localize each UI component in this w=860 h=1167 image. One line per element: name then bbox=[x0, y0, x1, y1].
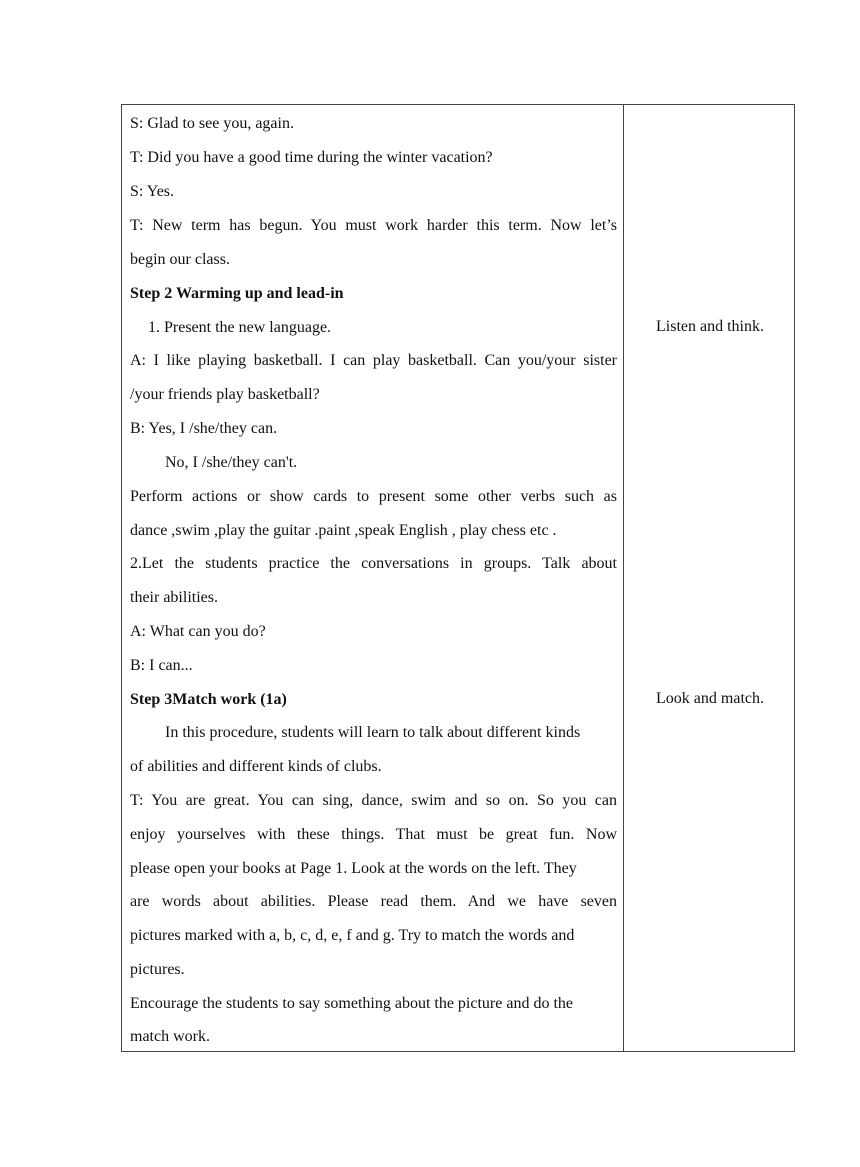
text-line: dance ,swim ,play the guitar .paint ,speak English , play chess etc . bbox=[130, 522, 557, 539]
text-line: Perform actions or show cards to present some other verbs such as bbox=[130, 488, 617, 505]
student-activity-note: Look and match. bbox=[656, 690, 764, 707]
text-line: pictures marked with a, b, c, d, e, f and g. Try to match the words and bbox=[130, 927, 575, 944]
text-line: A: I like playing basketball. I can play basketball. Can you/your sister bbox=[130, 352, 617, 369]
text-line: enjoy yourselves with these things. That must be great fun. Now bbox=[130, 826, 617, 843]
text-line: T: You are great. You can sing, dance, swim and so on. So you can bbox=[130, 792, 617, 809]
text-line: begin our class. bbox=[130, 251, 230, 268]
text-line: please open your books at Page 1. Look at the words on the left. They bbox=[130, 860, 577, 877]
text-line: In this procedure, students will learn to talk about different kinds bbox=[165, 724, 581, 741]
text-line: S: Glad to see you, again. bbox=[130, 115, 294, 132]
text-line: S: Yes. bbox=[130, 183, 175, 200]
text-line: B: I can... bbox=[130, 657, 193, 674]
text-line: T: New term has begun. You must work harder this term. Now let’s bbox=[130, 217, 617, 234]
student-activity-note: Listen and think. bbox=[656, 318, 764, 335]
text-line: 1. Present the new language. bbox=[148, 319, 332, 336]
text-line: 2.Let the students practice the conversations in groups. Talk about bbox=[130, 555, 617, 572]
text-line: pictures. bbox=[130, 961, 185, 978]
text-line: Encourage the students to say something about the picture and do the bbox=[130, 995, 573, 1012]
text-line: their abilities. bbox=[130, 589, 218, 606]
step-heading: Step 2 Warming up and lead-in bbox=[130, 285, 344, 302]
text-line: match work. bbox=[130, 1028, 210, 1045]
text-line: /your friends play basketball? bbox=[130, 386, 320, 403]
text-line: are words about abilities. Please read them. And we have seven bbox=[130, 893, 617, 910]
text-line: No, I /she/they can't. bbox=[165, 454, 298, 471]
text-line: T: Did you have a good time during the winter vacation? bbox=[130, 149, 493, 166]
text-line: A: What can you do? bbox=[130, 623, 266, 640]
text-line: of abilities and different kinds of clubs. bbox=[130, 758, 382, 775]
step-heading: Step 3Match work (1a) bbox=[130, 691, 287, 708]
text-line: B: Yes, I /she/they can. bbox=[130, 420, 278, 437]
column-divider bbox=[623, 105, 624, 1051]
lesson-plan-table bbox=[121, 104, 795, 1052]
